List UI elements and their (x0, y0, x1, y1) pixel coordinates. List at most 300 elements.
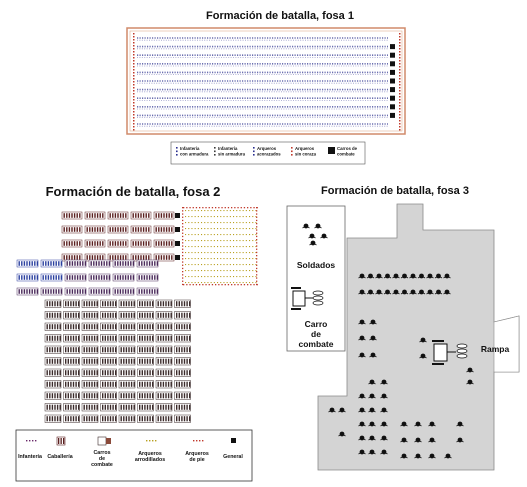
infantry-unit (17, 288, 38, 295)
chariot-unit-cell (142, 370, 143, 375)
cavalry-unit-cell (158, 227, 159, 232)
chariot-unit-cell (110, 393, 111, 398)
chariot-unit-cell (179, 382, 180, 387)
chariot-unit-cell (131, 393, 132, 398)
standing-archer-dot (247, 207, 248, 208)
cavalry-unit-cell (161, 227, 162, 232)
chariot-unit-cell (60, 416, 61, 421)
infantry-unit-cell (50, 275, 51, 280)
cavalry-unit-cell (69, 227, 70, 232)
infantry-unit-cell (144, 275, 145, 280)
chariot-unit-cell (112, 393, 113, 398)
chariot-unit-cell (54, 336, 55, 341)
archer-dot (207, 234, 208, 235)
infantry-unit-cell (109, 289, 110, 294)
chariot-unit-cell (78, 347, 79, 352)
chariot-marker (390, 53, 395, 58)
cavalry-unit-cell (79, 255, 80, 260)
cavalry-unit-cell (156, 227, 157, 232)
chariot-unit (64, 358, 80, 366)
archer-dot (249, 276, 250, 277)
archer-dot (207, 258, 208, 259)
archer-dot (239, 282, 240, 283)
archer-dot (133, 126, 135, 128)
standing-archer-dot (250, 207, 251, 208)
soldier-head (445, 274, 450, 279)
archer-dot (246, 264, 247, 265)
soldier-head (402, 454, 407, 459)
chariot-unit-cell (126, 301, 127, 306)
chariot-unit-cell (165, 393, 166, 398)
archer-dot (191, 264, 192, 265)
soldier-head (368, 274, 373, 279)
standing-archer-dot (186, 284, 187, 285)
chariot-unit-cell (163, 336, 164, 341)
infantry-unit-cell (152, 275, 153, 280)
chariot-unit-cell (139, 370, 140, 375)
archer-dot (195, 270, 196, 271)
archer-dot (185, 282, 186, 283)
cavalry-unit-cell (135, 241, 136, 246)
carro-label-line3: combate (298, 339, 334, 349)
fosa2-legend-label: Caballería (47, 454, 73, 460)
infantry-unit (89, 274, 110, 281)
soldier-head (370, 380, 375, 385)
chariot-unit-cell (144, 359, 145, 364)
soldier-head (377, 274, 382, 279)
chariot-unit-cell (128, 313, 129, 318)
archer-dot (246, 222, 247, 223)
archer-dot (185, 258, 186, 259)
archer-dot (246, 228, 247, 229)
standing-archer-dot (256, 236, 257, 237)
cavalry-unit-cell (169, 241, 170, 246)
cavalry-unit-cell (66, 241, 67, 246)
chariot-unit-cell (176, 382, 177, 387)
chariot-unit-cell (110, 416, 111, 421)
archer-dot (185, 210, 186, 211)
infantry-unit-cell (98, 261, 99, 266)
archer-dot (227, 246, 228, 247)
chariot-unit-cell (189, 393, 190, 398)
chariot-unit (82, 404, 98, 412)
archer-dot (239, 264, 240, 265)
chariot-unit (101, 335, 117, 343)
chariot-unit-cell (171, 416, 172, 421)
chariot-unit (64, 312, 80, 320)
chariot-unit-cell (163, 416, 164, 421)
chariot-unit-cell (134, 324, 135, 329)
archer-dot (220, 276, 221, 277)
archer-dot (255, 276, 256, 277)
soldier-head (411, 274, 416, 279)
chariot-unit-cell (110, 336, 111, 341)
cavalry-unit-cell (133, 241, 134, 246)
chariot-unit-cell (57, 347, 58, 352)
chariot-unit-cell (121, 370, 122, 375)
chariot-unit (64, 404, 80, 412)
cavalry-unit-cell (123, 227, 124, 232)
archer-dot (133, 99, 135, 101)
chariot-unit-cell (47, 336, 48, 341)
archer-dot (207, 264, 208, 265)
chariot-unit-cell (112, 313, 113, 318)
chariot-unit-cell (121, 405, 122, 410)
archer-dot (399, 33, 401, 35)
legend-swatch (146, 440, 147, 441)
chariot-unit-cell (181, 336, 182, 341)
archer-dot (195, 276, 196, 277)
chariot-unit-cell (121, 324, 122, 329)
chariot-unit-cell (57, 382, 58, 387)
chariot-unit-cell (139, 359, 140, 364)
archer-dot (399, 108, 401, 110)
standing-archer-dot (231, 284, 232, 285)
chariot-unit-cell (105, 359, 106, 364)
chariot-unit-cell (75, 416, 76, 421)
infantry-unit-cell (21, 275, 22, 280)
infantry-unit-cell (80, 275, 81, 280)
soldados-label: Soldados (296, 260, 336, 270)
archer-dot (211, 282, 212, 283)
chariot-unit-cell (158, 313, 159, 318)
chariot-unit (119, 404, 135, 412)
chariot-unit-cell (171, 301, 172, 306)
cavalry-unit-cell (166, 255, 167, 260)
soldier-head (371, 320, 376, 325)
archer-dot (249, 234, 250, 235)
archer-dot (204, 228, 205, 229)
chariot-unit-cell (97, 336, 98, 341)
archer-dot (227, 276, 228, 277)
chariot-unit-cell (181, 359, 182, 364)
chariot-unit-cell (84, 382, 85, 387)
standing-archer-dot (256, 249, 257, 250)
archer-dot (230, 276, 231, 277)
archer-dot (195, 228, 196, 229)
archer-dot (211, 258, 212, 259)
archer-dot (133, 45, 135, 47)
chariot-unit-cell (75, 324, 76, 329)
soldier-head (371, 336, 376, 341)
archer-dot (207, 222, 208, 223)
chariot-unit-cell (86, 382, 87, 387)
archer-dot (399, 117, 401, 119)
chariot-unit-cell (149, 359, 150, 364)
chariot-unit-cell (65, 382, 66, 387)
archer-dot (201, 258, 202, 259)
chariot-unit (175, 312, 191, 320)
chariot-unit-cell (86, 416, 87, 421)
cavalry-unit-cell (92, 241, 93, 246)
archer-dot (399, 45, 401, 47)
archer-dot (185, 264, 186, 265)
chariot-unit-cell (186, 405, 187, 410)
archer-dot (191, 210, 192, 211)
chariot-unit-cell (181, 416, 182, 421)
chariot-unit-cell (179, 336, 180, 341)
infantry-unit-cell (144, 261, 145, 266)
archer-dot (217, 270, 218, 271)
infantry-unit (137, 260, 158, 267)
archer-dot (246, 270, 247, 271)
cavalry-unit-cell (138, 227, 139, 232)
legend-swatch (106, 438, 111, 444)
cavalry-unit-cell (156, 241, 157, 246)
chariot-unit-cell (73, 336, 74, 341)
standing-archer-dot (182, 255, 183, 256)
soldier-head (360, 436, 365, 441)
fosa1-legend-label: Infantería (218, 146, 238, 151)
infantry-unit-cell (109, 261, 110, 266)
standing-archer-dot (228, 284, 229, 285)
fosa3-title: Formación de batalla, fosa 3 (321, 185, 469, 197)
archer-dot (399, 57, 401, 59)
archer-dot (195, 210, 196, 211)
chariot-unit-cell (186, 359, 187, 364)
archer-dot (252, 222, 253, 223)
archer-dot (236, 258, 237, 259)
standing-archer-dot (182, 261, 183, 262)
chariot-unit-cell (112, 416, 113, 421)
soldier-head (382, 436, 387, 441)
chariot-unit-cell (65, 301, 66, 306)
infantry-unit-cell (93, 261, 94, 266)
chariot-unit-cell (86, 301, 87, 306)
chariot-unit-cell (128, 405, 129, 410)
chariot-unit-cell (121, 313, 122, 318)
infantry-unit-cell (56, 275, 57, 280)
archer-dot (230, 264, 231, 265)
archer-dot (133, 123, 135, 125)
soldier-head (360, 274, 365, 279)
chariot-unit (101, 404, 117, 412)
archer-dot (399, 105, 401, 107)
chariot-unit-cell (152, 336, 153, 341)
archer-dot (201, 282, 202, 283)
chariot-unit-cell (75, 336, 76, 341)
cavalry-unit (62, 240, 82, 247)
chariot-unit-cell (107, 336, 108, 341)
soldier-head (360, 394, 365, 399)
standing-archer-dot (182, 245, 183, 246)
archer-dot (188, 264, 189, 265)
infantry-unit-cell (80, 289, 81, 294)
archer-dot (188, 252, 189, 253)
infantry-unit-cell (157, 289, 158, 294)
standing-archer-dot (212, 284, 213, 285)
chariot-unit-cell (134, 370, 135, 375)
cavalry-unit-cell (138, 213, 139, 218)
infantry-unit (65, 288, 86, 295)
archer-dot (185, 234, 186, 235)
rampa-label: Rampa (480, 344, 510, 354)
chariot-unit-cell (168, 336, 169, 341)
archer-dot (214, 276, 215, 277)
archer-dot (239, 216, 240, 217)
chariot-unit-cell (152, 313, 153, 318)
standing-archer-dot (205, 207, 206, 208)
chariot-unit-cell (181, 382, 182, 387)
cavalry-unit-cell (74, 213, 75, 218)
standing-archer-dot (221, 284, 222, 285)
archer-dot (223, 264, 224, 265)
archer-dot (133, 114, 135, 116)
chariot-unit-cell (49, 313, 50, 318)
standing-archer-dot (199, 207, 200, 208)
cavalry-unit-cell (64, 213, 65, 218)
chariot-unit-cell (105, 347, 106, 352)
archer-dot (399, 87, 401, 89)
chariot-unit (175, 300, 191, 308)
chariot-unit-cell (160, 405, 161, 410)
archer-dot (252, 246, 253, 247)
chariot-unit-cell (147, 336, 148, 341)
cavalry-unit-cell (123, 255, 124, 260)
chariot-unit-cell (112, 382, 113, 387)
chariot-unit-cell (128, 336, 129, 341)
standing-archer-dot (209, 284, 210, 285)
archer-dot (185, 246, 186, 247)
legend-swatch (214, 151, 216, 153)
chariot-unit (45, 404, 61, 412)
chariot-unit-cell (128, 324, 129, 329)
chariot-unit (138, 392, 154, 400)
cavalry-unit-cell (171, 255, 172, 260)
standing-archer-dot (256, 223, 257, 224)
chariot-unit-cell (107, 393, 108, 398)
archer-dot (211, 270, 212, 271)
chariot-unit (64, 369, 80, 377)
archer-dot (246, 240, 247, 241)
standing-archer-dot (256, 268, 257, 269)
cavalry-unit-cell (87, 255, 88, 260)
chariot-unit-cell (91, 370, 92, 375)
chariot-unit-cell (142, 301, 143, 306)
fosa1-outline (127, 28, 405, 134)
chariot-unit-cell (181, 405, 182, 410)
chariot-unit (138, 358, 154, 366)
archer-dot (217, 282, 218, 283)
chariot-unit-cell (142, 313, 143, 318)
archer-dot (133, 105, 135, 107)
archer-dot (249, 258, 250, 259)
standing-archer-dot (182, 223, 183, 224)
cavalry-unit (131, 212, 151, 219)
archer-dot (133, 78, 135, 80)
chariot-unit-cell (142, 416, 143, 421)
cavalry-unit (131, 226, 151, 233)
archer-dot (236, 228, 237, 229)
soldier-head (385, 274, 390, 279)
chariot-unit-cell (97, 416, 98, 421)
cavalry-unit-cell (100, 255, 101, 260)
chariot-unit-cell (110, 347, 111, 352)
chariot-unit (101, 358, 117, 366)
chariot-unit-cell (97, 382, 98, 387)
cavalry-unit-cell (77, 241, 78, 246)
archer-dot (188, 276, 189, 277)
chariot-unit-cell (49, 347, 50, 352)
chariot-unit (175, 369, 191, 377)
chariot-unit-cell (181, 324, 182, 329)
chariot-unit-cell (78, 382, 79, 387)
standing-archer-dot (256, 261, 257, 262)
soldier-head (468, 368, 473, 373)
chariot-unit-cell (49, 359, 50, 364)
chariot-unit-cell (139, 324, 140, 329)
infantry-unit-cell (77, 289, 78, 294)
archer-dot (252, 234, 253, 235)
soldier-head (458, 438, 463, 443)
chariot-unit-cell (139, 405, 140, 410)
cavalry-unit (62, 226, 82, 233)
chariot-unit-cell (86, 324, 87, 329)
infantry-unit (89, 260, 110, 267)
cavalry-unit-cell (92, 227, 93, 232)
standing-archer-dot (218, 284, 219, 285)
archer-dot (249, 282, 250, 283)
cavalry-unit-cell (71, 213, 72, 218)
chariot-unit-cell (126, 359, 127, 364)
chariot-unit-cell (97, 301, 98, 306)
archer-dot (249, 228, 250, 229)
standing-archer-dot (218, 207, 219, 208)
chariot-unit-cell (57, 324, 58, 329)
chariot-unit-cell (60, 359, 61, 364)
chariot-unit-cell (165, 370, 166, 375)
chariot-unit-cell (147, 405, 148, 410)
standing-archer-dot (193, 284, 194, 285)
archer-dot (198, 276, 199, 277)
chariot-unit-cell (70, 336, 71, 341)
archer-dot (217, 222, 218, 223)
archer-dot (207, 270, 208, 271)
infantry-unit-cell (24, 261, 25, 266)
infantry-unit-cell (93, 275, 94, 280)
chariot-unit-cell (163, 359, 164, 364)
infantry-unit-cell (43, 289, 44, 294)
chariot-unit-cell (68, 359, 69, 364)
cavalry-unit-cell (123, 241, 124, 246)
chariot-unit-cell (189, 347, 190, 352)
chariot-unit (119, 369, 135, 377)
chariot-unit-cell (123, 313, 124, 318)
standing-archer-dot (212, 207, 213, 208)
chariot-unit-cell (49, 382, 50, 387)
cavalry-unit-cell (166, 227, 167, 232)
standing-archer-dot (256, 245, 257, 246)
chariot-unit-cell (47, 313, 48, 318)
infantry-unit-cell (77, 275, 78, 280)
chariot-unit-cell (163, 301, 164, 306)
standing-archer-dot (202, 284, 203, 285)
chariot-unit-cell (75, 393, 76, 398)
chariot-unit-cell (160, 370, 161, 375)
carro-label-line2: de (311, 329, 321, 339)
archer-dot (255, 270, 256, 271)
chariot-unit-cell (75, 382, 76, 387)
cavalry-unit-cell (171, 241, 172, 246)
cavalry-unit-cell (163, 241, 164, 246)
standing-archer-dot (182, 226, 183, 227)
cavalry-unit-cell (158, 241, 159, 246)
chariot-unit-cell (105, 393, 106, 398)
cavalry-unit-cell (71, 227, 72, 232)
legend-swatch (29, 440, 30, 441)
cavalry-unit-cell (89, 241, 90, 246)
infantry-unit-cell (122, 289, 123, 294)
